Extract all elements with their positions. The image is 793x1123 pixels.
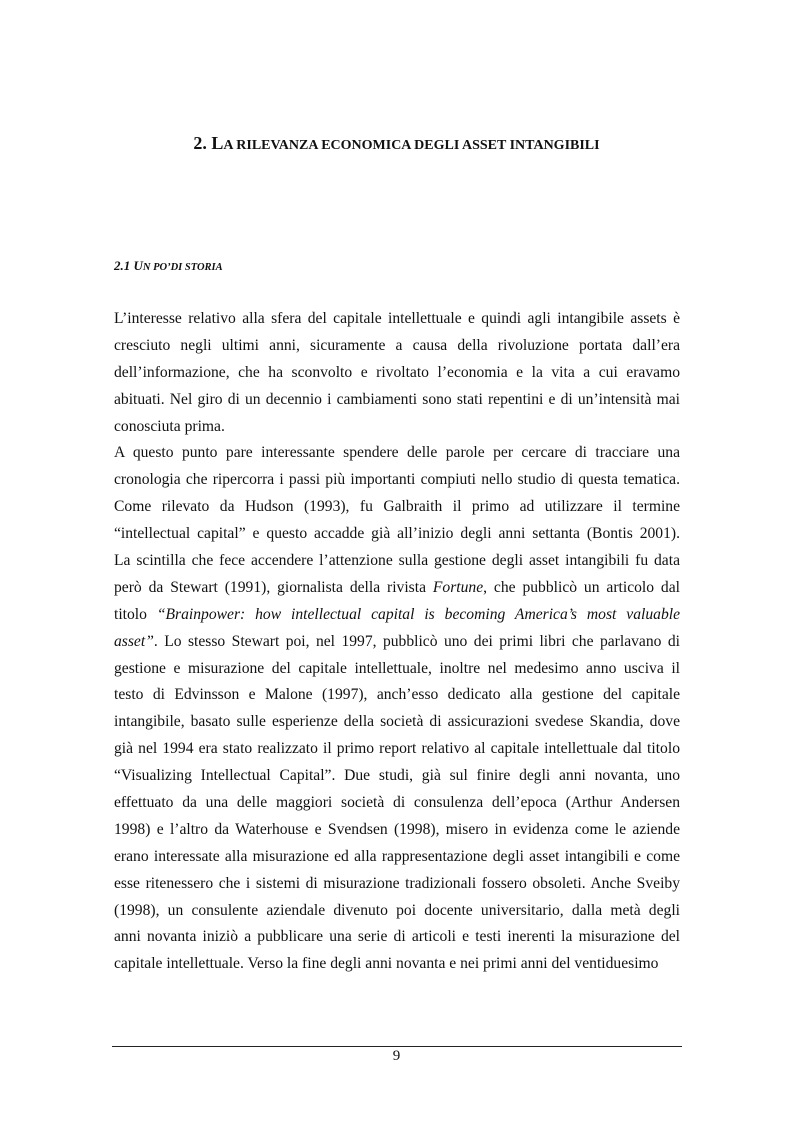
text-line: 1998) e l’altro da Waterhouse e Svendsen (1998), misero in evidenza come le aziende (114, 820, 680, 838)
chapter-title-rest: A RILEVANZA ECONOMICA DEGLI ASSET INTANGIBILI (223, 138, 600, 153)
text-line: (1998), un consulente aziendale divenuto poi docente universitario, dalla metà degli (114, 901, 680, 919)
paragraph (114, 440, 680, 978)
text-line: dell’informazione, che ha sconvolto e rivoltato l’economia e la vita a cui eravamo (114, 363, 680, 381)
text-line: anni novanta iniziò a pubblicare una serie di articoli e testi inerenti la misurazione del (114, 928, 680, 946)
chapter-title-initial: L (211, 133, 224, 153)
text-line: La scintilla che fece accendere l’attenzione sulla gestione degli asset intangibili fu data (114, 552, 680, 570)
chapter-title (0, 133, 793, 154)
italic-text: “Brainpower: how intellectual capital is becoming America’s most valuable (156, 605, 680, 623)
text-line: testo di Edvinsson e Malone (1997), anch’esso dedicato alla gestione del capitale (114, 686, 680, 704)
section-title-initial: U (133, 258, 143, 273)
italic-text: Fortune (432, 578, 484, 596)
paragraph (114, 306, 680, 440)
text-line: erano interessate alla misurazione ed alla rappresentazione degli asset intangibili e come (114, 847, 680, 865)
text-line: esse ritenessero che i sistemi di misurazione tradizionali fossero obsoleti. Anche Sveiby (114, 874, 680, 892)
text-line: abituati. Nel giro di un decennio i cambiamenti sono stati repentini e di un’intensità mai (114, 390, 680, 408)
page-number: 9 (392, 1048, 401, 1064)
section-number: 2.1 (114, 258, 131, 273)
text-line: L’interesse relativo alla sfera del capitale intellettuale e quindi agli intangibile assets è (114, 310, 680, 327)
text-line: conosciuta prima. (114, 417, 225, 435)
section-title-rest: N PO’DI STORIA (142, 262, 223, 273)
text-line: gestione e misurazione del capitale intellettuale, inoltre nel medesimo anno usciva il (114, 659, 680, 677)
body-text (114, 306, 680, 978)
text-line: cresciuto negli ultimi anni, sicuramente a causa della rivoluzione portata dall’era (114, 336, 680, 354)
text-line: A questo punto pare interessante spendere delle parole per cercare di tracciare una (114, 444, 680, 462)
text-line: già nel 1994 era stato realizzato il primo report relativo al capitale intellettuale dal titolo (114, 740, 680, 758)
text-line: cronologia che ripercorra i passi più importanti compiuti nello studio di questa tematica. (114, 471, 680, 489)
chapter-number: 2. (193, 133, 207, 153)
text-line: intangibile, basato sulle esperienze della società di assicurazioni svedese Skandia, dove (114, 713, 680, 731)
text-line: però da Stewart (1991), giornalista della rivista Fortune, che pubblicò un articolo dal (114, 578, 680, 596)
section-title (114, 258, 223, 274)
text-line: “intellectual capital” e questo accadde già all’inizio degli anni settanta (Bontis 2001). (114, 525, 680, 543)
text-line: titolo “Brainpower: how intellectual capital is becoming America’s most valuable (114, 605, 680, 623)
footer-rule (112, 1046, 682, 1047)
text-line: “Visualizing Intellectual Capital”. Due studi, già sul finire degli anni novanta, uno (114, 767, 680, 785)
text-line: asset”. Lo stesso Stewart poi, nel 1997, pubblicò uno dei primi libri che parlavano di (114, 632, 680, 650)
text-line: Come rilevato da Hudson (1993), fu Galbraith il primo ad utilizzare il termine (114, 498, 680, 516)
italic-text: asset” (114, 632, 154, 650)
text-line: capitale intellettuale. Verso la fine degli anni novanta e nei primi anni del ventiduesimo (114, 955, 659, 973)
text-line: effettuato da una delle maggiori società di consulenza dell’epoca (Arthur Andersen (114, 794, 680, 812)
